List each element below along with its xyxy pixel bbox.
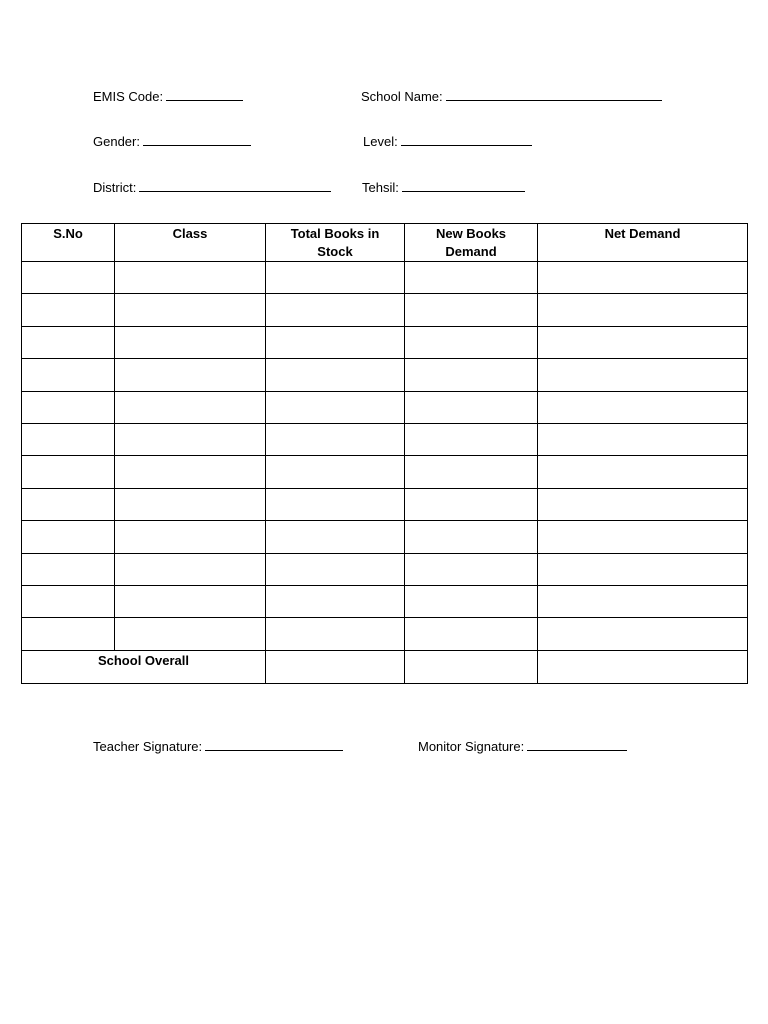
- teacher-signature-blank[interactable]: [205, 739, 343, 751]
- tehsil-blank[interactable]: [402, 180, 525, 192]
- header-net-demand: Net Demand: [538, 224, 748, 262]
- net-demand-cell[interactable]: [538, 553, 748, 585]
- table-row: [22, 359, 748, 391]
- net-demand-cell[interactable]: [538, 488, 748, 520]
- school-name-field[interactable]: [361, 89, 662, 105]
- table-row: [22, 585, 748, 617]
- level-field[interactable]: [363, 134, 532, 150]
- monitor-signature-label: Monitor Signature:: [418, 739, 525, 754]
- class-cell[interactable]: [115, 618, 266, 650]
- table-header-row: [22, 224, 748, 262]
- school-overall-row: [22, 650, 748, 683]
- district-field[interactable]: [93, 180, 331, 196]
- gender-label: Gender:: [93, 134, 140, 149]
- new-books-cell[interactable]: [405, 521, 538, 553]
- net-demand-cell[interactable]: [538, 618, 748, 650]
- header-new-books-demand: New Books Demand: [405, 224, 538, 262]
- total-books-cell[interactable]: [266, 521, 405, 553]
- emis-code-blank[interactable]: [166, 89, 243, 101]
- gender-field[interactable]: [93, 134, 251, 150]
- table-row: [22, 553, 748, 585]
- net-demand-cell[interactable]: [538, 585, 748, 617]
- net-demand-cell[interactable]: [538, 521, 748, 553]
- sno-cell[interactable]: [22, 294, 115, 326]
- district-blank[interactable]: [139, 180, 331, 192]
- net-demand-cell[interactable]: [538, 326, 748, 358]
- total-books-cell[interactable]: [266, 262, 405, 294]
- new-books-cell[interactable]: [405, 423, 538, 455]
- net-demand-cell[interactable]: [538, 456, 748, 488]
- table-row: [22, 326, 748, 358]
- total-books-cell[interactable]: [266, 391, 405, 423]
- table-row: [22, 488, 748, 520]
- class-cell[interactable]: [115, 423, 266, 455]
- sno-cell[interactable]: [22, 456, 115, 488]
- class-cell[interactable]: [115, 521, 266, 553]
- class-cell[interactable]: [115, 585, 266, 617]
- table-row: [22, 456, 748, 488]
- new-books-cell[interactable]: [405, 391, 538, 423]
- new-books-cell[interactable]: [405, 553, 538, 585]
- new-books-cell[interactable]: [405, 294, 538, 326]
- total-books-cell[interactable]: [266, 359, 405, 391]
- total-books-cell[interactable]: [266, 585, 405, 617]
- level-blank[interactable]: [401, 134, 532, 146]
- class-cell[interactable]: [115, 391, 266, 423]
- overall-total-books-cell[interactable]: [266, 650, 405, 683]
- books-demand-table: [21, 223, 748, 684]
- table-row: [22, 618, 748, 650]
- total-books-cell[interactable]: [266, 294, 405, 326]
- total-books-cell[interactable]: [266, 326, 405, 358]
- header-class: Class: [115, 224, 266, 262]
- sno-cell[interactable]: [22, 359, 115, 391]
- header-sno: S.No: [22, 224, 115, 262]
- total-books-cell[interactable]: [266, 553, 405, 585]
- sno-cell[interactable]: [22, 521, 115, 553]
- header-total-books-in-stock: Total Books in Stock: [266, 224, 405, 262]
- teacher-signature-label: Teacher Signature:: [93, 739, 203, 754]
- sno-cell[interactable]: [22, 585, 115, 617]
- new-books-cell[interactable]: [405, 262, 538, 294]
- class-cell[interactable]: [115, 359, 266, 391]
- monitor-signature-blank[interactable]: [527, 739, 627, 751]
- new-books-cell[interactable]: [405, 326, 538, 358]
- new-books-cell[interactable]: [405, 359, 538, 391]
- table-row: [22, 521, 748, 553]
- sno-cell[interactable]: [22, 423, 115, 455]
- level-label: Level:: [363, 134, 398, 149]
- class-cell[interactable]: [115, 326, 266, 358]
- monitor-signature-field[interactable]: [418, 739, 627, 755]
- total-books-cell[interactable]: [266, 423, 405, 455]
- emis-code-field[interactable]: [93, 89, 243, 105]
- new-books-cell[interactable]: [405, 488, 538, 520]
- table-row: [22, 391, 748, 423]
- sno-cell[interactable]: [22, 391, 115, 423]
- school-overall-label: School Overall: [22, 650, 266, 683]
- sno-cell[interactable]: [22, 488, 115, 520]
- sno-cell[interactable]: [22, 262, 115, 294]
- net-demand-cell[interactable]: [538, 423, 748, 455]
- table-row: [22, 423, 748, 455]
- class-cell[interactable]: [115, 294, 266, 326]
- tehsil-field[interactable]: [362, 180, 525, 196]
- sno-cell[interactable]: [22, 618, 115, 650]
- new-books-cell[interactable]: [405, 585, 538, 617]
- net-demand-cell[interactable]: [538, 391, 748, 423]
- tehsil-label: Tehsil:: [362, 180, 399, 195]
- class-cell[interactable]: [115, 488, 266, 520]
- new-books-cell[interactable]: [405, 618, 538, 650]
- table-row: [22, 294, 748, 326]
- total-books-cell[interactable]: [266, 488, 405, 520]
- overall-net-demand-cell[interactable]: [538, 650, 748, 683]
- class-cell[interactable]: [115, 553, 266, 585]
- district-label: District:: [93, 180, 137, 195]
- class-cell[interactable]: [115, 262, 266, 294]
- emis-code-label: EMIS Code:: [93, 89, 164, 104]
- total-books-cell[interactable]: [266, 618, 405, 650]
- gender-blank[interactable]: [143, 134, 251, 146]
- table-row: [22, 262, 748, 294]
- sno-cell[interactable]: [22, 326, 115, 358]
- total-books-cell[interactable]: [266, 456, 405, 488]
- teacher-signature-field[interactable]: [93, 739, 343, 755]
- school-name-label: School Name:: [361, 89, 443, 104]
- school-name-blank[interactable]: [446, 89, 662, 101]
- net-demand-cell[interactable]: [538, 262, 748, 294]
- class-cell[interactable]: [115, 456, 266, 488]
- sno-cell[interactable]: [22, 553, 115, 585]
- overall-new-books-cell[interactable]: [405, 650, 538, 683]
- net-demand-cell[interactable]: [538, 294, 748, 326]
- new-books-cell[interactable]: [405, 456, 538, 488]
- net-demand-cell[interactable]: [538, 359, 748, 391]
